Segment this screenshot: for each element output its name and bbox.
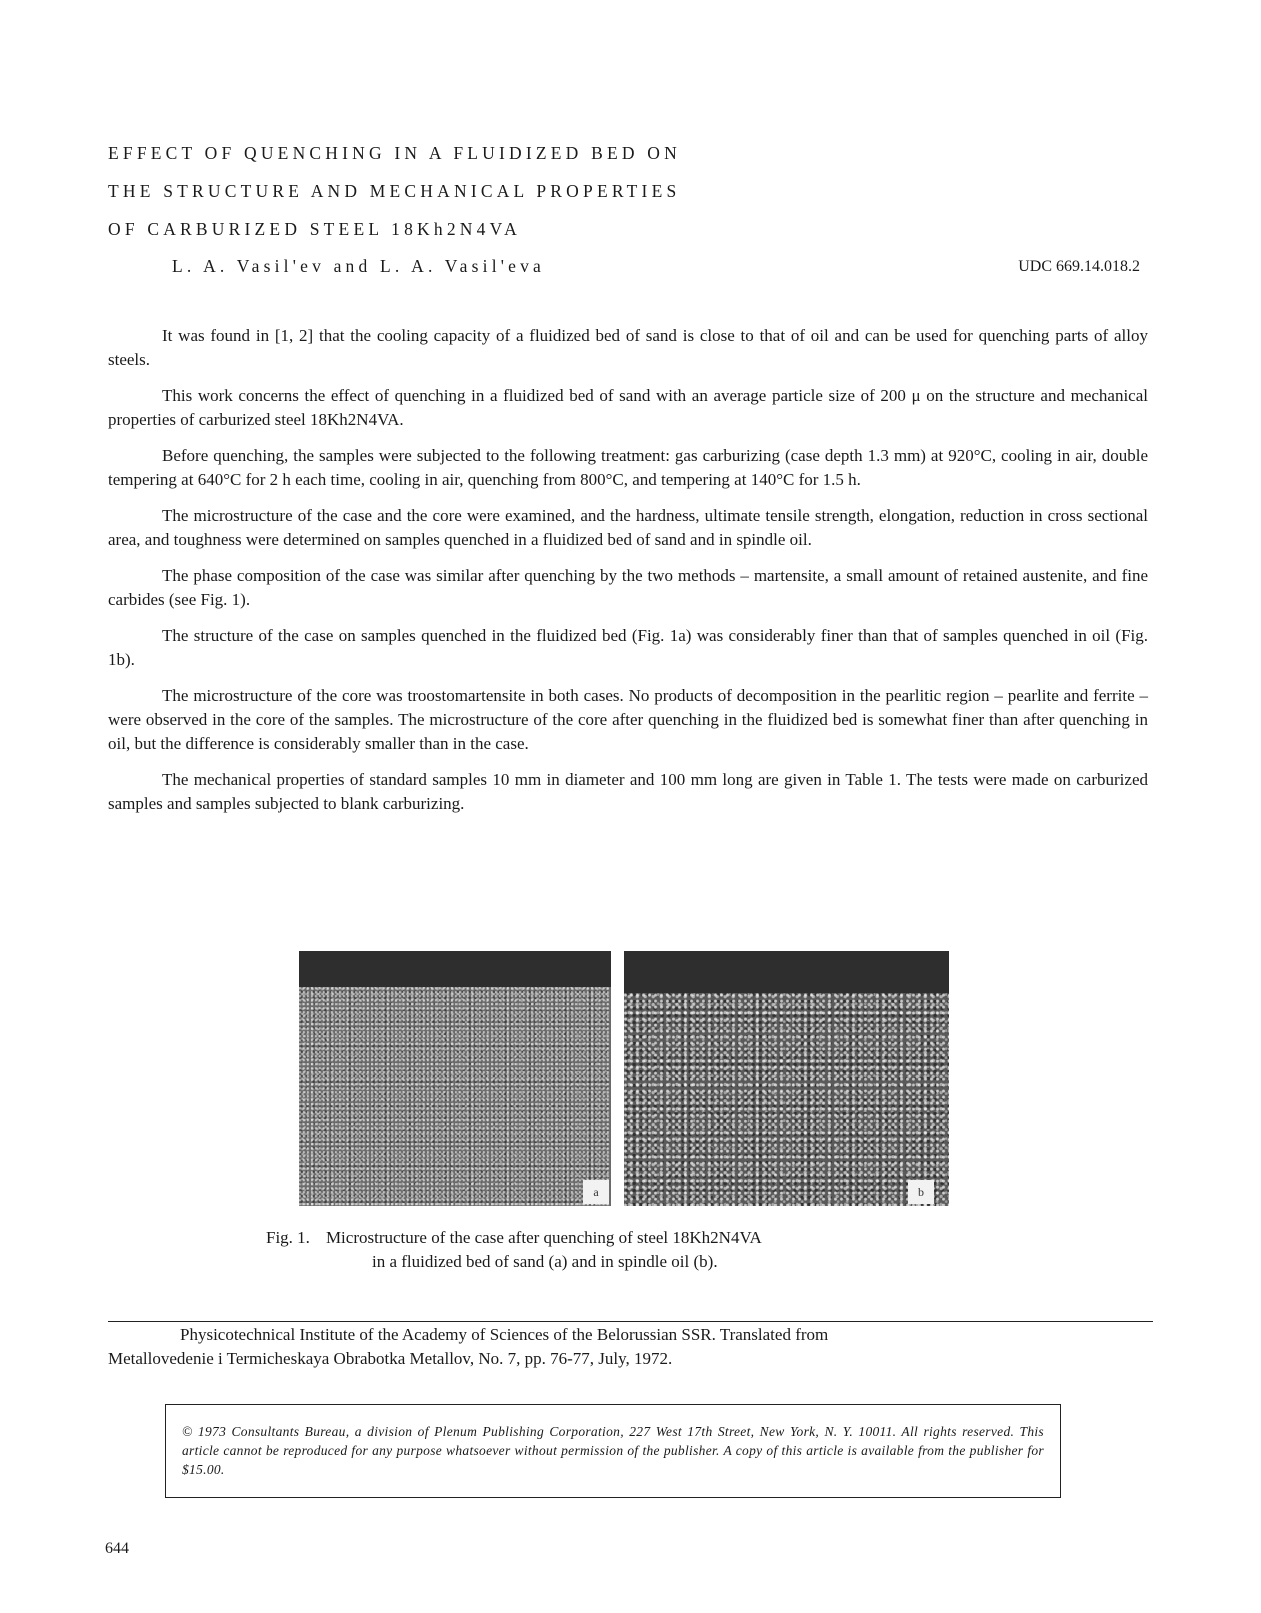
paragraph-3: Before quenching, the samples were subjected to the following treatment: gas carburizing (case depth 1.3 mm) at 920°C, cooling in air, double tempering at 640°C for 2 h each time, cooling in air, quenching from 800°C, and tempering at 140°C for 1.5 h. xyxy=(108,446,1148,489)
caption-label: Fig. 1. xyxy=(266,1228,310,1247)
micrograph-a xyxy=(299,951,611,1206)
paragraph-7: The microstructure of the core was troostomartensite in both cases. No products of decomposition in the pearlitic region – pearlite and ferrite – were observed in the core of the samples. The microstructure of the core after quenching in the fluidized bed is somewhat finer than after quenching in oil, but the difference is considerably smaller than in the case. xyxy=(108,686,1148,753)
paragraph-8: The mechanical properties of standard samples 10 mm in diameter and 100 mm long are given in Table 1. The tests were made on carburized samples and samples subjected to blank carburizing. xyxy=(108,770,1148,813)
affiliation-line-2: Metallovedenie i Termicheskaya Obrabotka Metallov, No. 7, pp. 76-77, July, 1972. xyxy=(108,1349,673,1368)
affiliation-footnote xyxy=(108,1323,1153,1371)
udc-code: UDC 669.14.018.2 xyxy=(1018,258,1140,275)
copyright-box xyxy=(165,1404,1061,1498)
micrograph-a-surface-band xyxy=(299,951,611,987)
micrograph-b-surface-band xyxy=(624,951,949,993)
copyright-text: © 1973 Consultants Bureau, a division of Plenum Publishing Corporation, 227 West 17th Street, New York, N. Y. 10011. All rights reserved. This article cannot be reproduced for any purpose whatsoever without permission of the publisher. A copy of this article is available from the publisher for $15.00. xyxy=(182,1424,1044,1477)
caption-line-2: in a fluidized bed of sand (a) and in spindle oil (b). xyxy=(372,1252,718,1271)
paragraph-6: The structure of the case on samples quenched in the fluidized bed (Fig. 1a) was considerably finer than that of samples quenched in oil (Fig. 1b). xyxy=(108,626,1148,669)
article-body xyxy=(108,324,1148,828)
paragraph-5: The phase composition of the case was similar after quenching by the two methods – martensite, a small amount of retained austenite, and fine carbides (see Fig. 1). xyxy=(108,566,1148,609)
article-title xyxy=(108,134,868,248)
panel-label-a: a xyxy=(583,1180,609,1204)
paragraph-1: It was found in [1, 2] that the cooling capacity of a fluidized bed of sand is close to that of oil and can be used for quenching parts of alloy steels. xyxy=(108,326,1148,369)
footnote-rule xyxy=(108,1321,1153,1322)
title-line-1: EFFECT OF QUENCHING IN A FLUIDIZED BED ON xyxy=(108,143,681,163)
paragraph-2: This work concerns the effect of quenching in a fluidized bed of sand with an average particle size of 200 μ on the structure and mechanical properties of carburized steel 18Kh2N4VA. xyxy=(108,386,1148,429)
micrograph-b xyxy=(624,951,949,1206)
authors: L. A. Vasil'ev and L. A. Vasil'eva xyxy=(172,256,546,276)
panel-label-b: b xyxy=(908,1180,934,1204)
page-number: 644 xyxy=(105,1540,129,1557)
title-line-2: THE STRUCTURE AND MECHANICAL PROPERTIES xyxy=(108,181,681,201)
caption-line-1: Microstructure of the case after quenching of steel 18Kh2N4VA xyxy=(325,1228,762,1247)
affiliation-line-1: Physicotechnical Institute of the Academy of Sciences of the Belorussian SSR. Translated from xyxy=(180,1325,829,1344)
title-line-3: OF CARBURIZED STEEL 18Kh2N4VA xyxy=(108,219,521,239)
figure-caption xyxy=(266,1226,986,1274)
figure-1 xyxy=(299,951,949,1206)
paragraph-4: The microstructure of the case and the core were examined, and the hardness, ultimate tensile strength, elongation, reduction in cross sectional area, and toughness were determined on samples quenched in a fluidized bed of sand and in spindle oil. xyxy=(108,506,1148,549)
